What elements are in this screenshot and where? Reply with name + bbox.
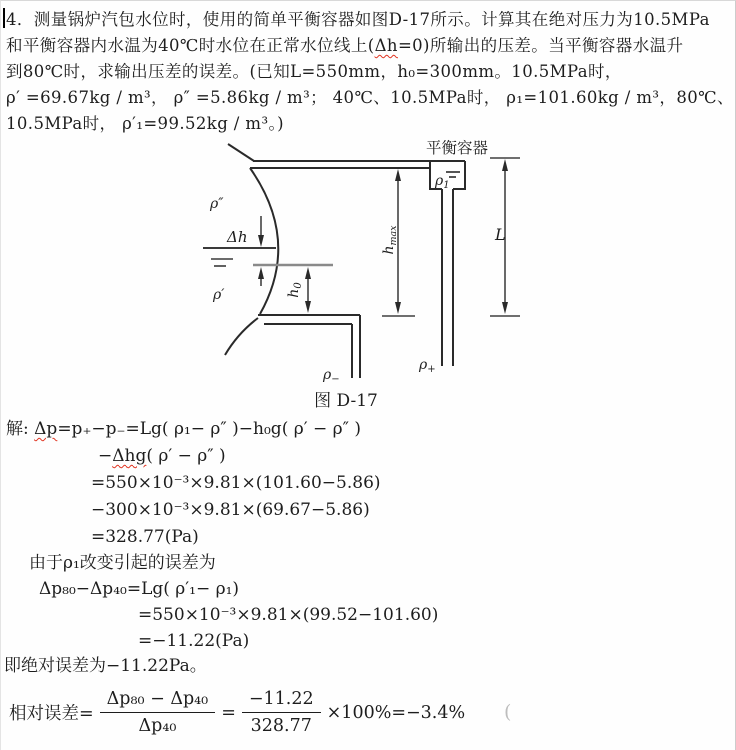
- figure-caption: 图 D-17: [314, 391, 378, 411]
- solution-line-1-pre: −: [98, 446, 113, 466]
- relative-error-result: ×100%=−3.4%: [326, 702, 466, 723]
- vessel-level-icon: [446, 172, 460, 177]
- solution-line-7: =550×10⁻³×9.81×(99.52−101.60): [138, 605, 439, 625]
- rho-plus-label: $\rho_+$: [419, 357, 436, 375]
- solution-line-2: =550×10⁻³×9.81×(101.60−5.86): [91, 473, 381, 493]
- problem-line-2-pre: 和平衡容器内水温为40℃时水位在正常水位线上(: [6, 36, 375, 55]
- figure-d17: [1, 136, 736, 414]
- solution-line-8: =−11.22(Pa): [138, 631, 250, 651]
- rho-minus-label: $\rho_-$: [323, 367, 340, 385]
- rho-prime-label: ρ′: [213, 287, 225, 303]
- fraction-numeric-denominator: 328.77: [250, 716, 312, 736]
- scan-artifact-mark: (: [504, 701, 512, 723]
- relative-error-label: 相对误差=: [9, 704, 94, 724]
- L-label: L: [495, 225, 506, 244]
- problem-line-4: ρ′ =69.67kg / m³， ρ″ =5.86kg / m³； 40℃、10.5MPa时， ρ₁=101.60kg / m³，80℃、: [6, 88, 734, 107]
- vessel-title-label: 平衡容器: [425, 139, 489, 157]
- delta-h-label: Δh: [227, 228, 248, 246]
- drum-outline: [225, 168, 360, 355]
- problem-line-2-misspell: Δh: [374, 36, 398, 55]
- solution-line-1: [98, 445, 226, 468]
- equals-sign: =: [221, 702, 236, 723]
- problem-line-1: 4．测量锅炉汽包水位时，使用的简单平衡容器如图D-17所示。计算其在绝对压力为10.5MPa: [6, 10, 710, 29]
- solution-line-1-post: ( ρ′ − ρ″ ): [146, 446, 226, 466]
- minus-pipe: [352, 315, 360, 378]
- solution-line-1-misspell: Δhg: [112, 446, 147, 466]
- h0-label: $h_0$: [286, 282, 304, 298]
- solution-line-5: 由于ρ₁改变引起的误差为: [29, 553, 216, 573]
- solution-line-9: 即绝对误差为−11.22Pa。: [4, 656, 207, 676]
- fraction-numeric-numerator: −11.22: [242, 689, 321, 713]
- solution-line-0: [6, 418, 361, 441]
- solution-line-0-rest: =p₊−p₋=Lg( ρ₁− ρ″ )−h₀g( ρ′ − ρ″ ): [57, 419, 362, 439]
- solution-line-3: −300×10⁻³×9.81×(69.67−5.86): [91, 500, 370, 520]
- fraction-delta-p: [100, 689, 216, 736]
- problem-line-5: 10.5MPa时， ρ′₁=99.52kg / m³。): [6, 114, 284, 133]
- rho1-label: $\rho_1$: [435, 173, 450, 191]
- text-cursor: [3, 8, 5, 28]
- solution-line-4: =328.77(Pa): [91, 527, 199, 547]
- fraction-delta-p-denominator: Δp₄₀: [138, 716, 177, 736]
- fraction-numeric: [242, 689, 321, 736]
- plus-tube: [442, 189, 453, 366]
- rho-double-prime-label: ρ″: [210, 196, 224, 212]
- jie-label: 解:: [6, 419, 29, 439]
- fraction-delta-p-numerator: Δp₈₀ − Δp₄₀: [100, 689, 216, 713]
- hmax-label: $h_{max}$: [381, 225, 399, 255]
- solution-line-0-misspell: Δp: [34, 419, 58, 439]
- water-levels: [203, 248, 333, 266]
- solution-line-6: Δp₈₀−Δp₄₀=Lg( ρ′₁− ρ₁): [39, 579, 240, 599]
- problem-line-2: [6, 34, 683, 58]
- problem-line-3: 到80℃时，求输出压差的误差。(已知L=550mm，h₀=300mm。10.5MPa时，: [6, 62, 622, 81]
- problem-line-2-post: =0)所输出的压差。当平衡容器水温升: [397, 36, 684, 55]
- relative-error-row: [9, 689, 465, 736]
